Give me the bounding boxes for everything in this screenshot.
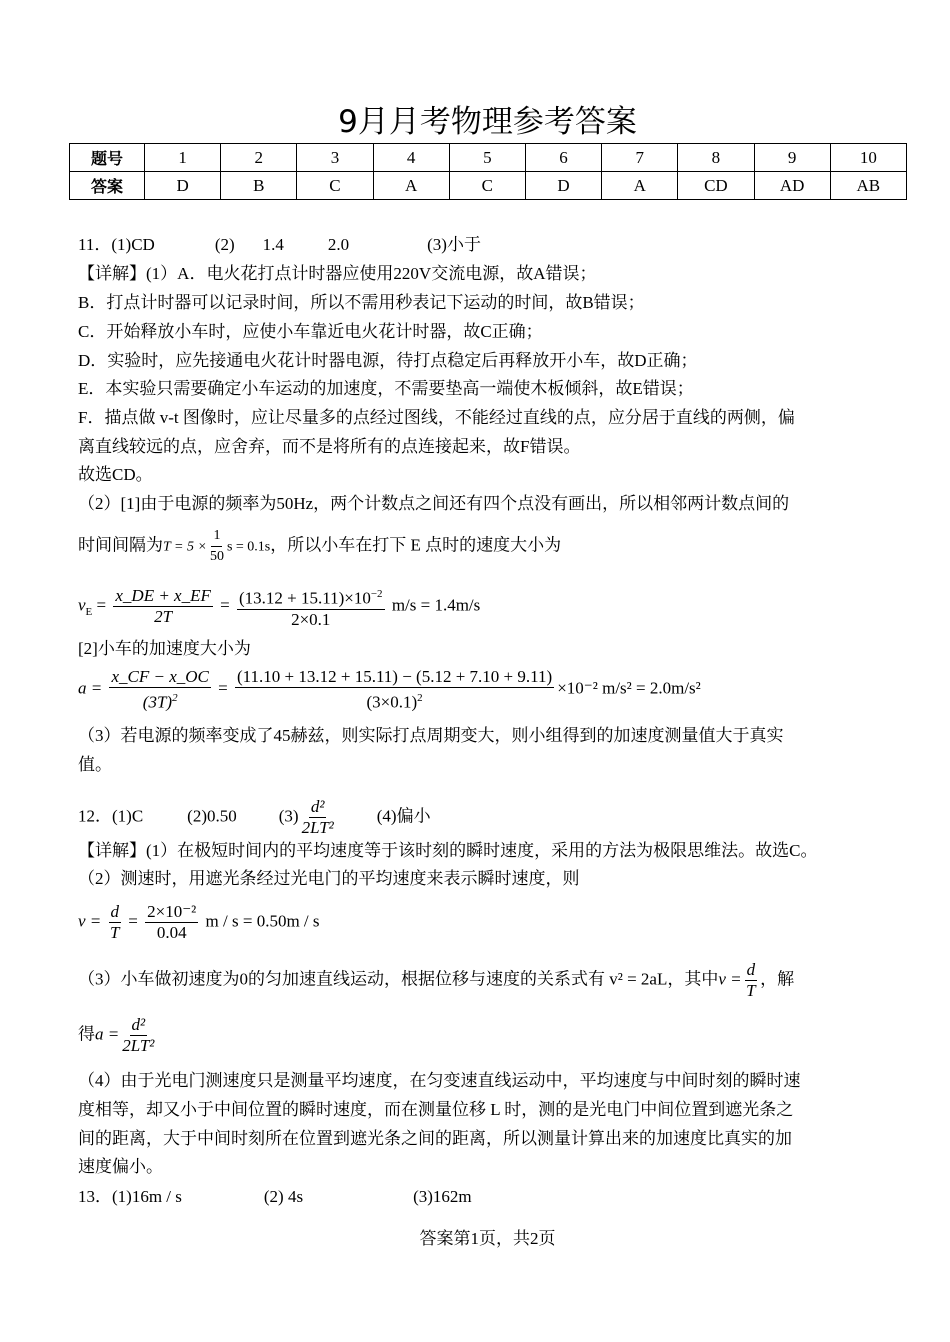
velocity-formula: $v_E$ = $\frac{x\_DE + x\_EF}{2T}$ = $\frac{(13.12 + 15.11)\times 10^{-2}}{2\times 0.1}$ m/s = 1.4m/s [78,584,480,630]
text-line: （4）由于光电门测速度只是测量平均速度，在匀变速直线运动中，平均速度与中间时刻的瞬时速 [78,1071,801,1090]
denominator: $(3T)^2$ [142,692,178,712]
text: (2) 4s [263,1187,304,1206]
text-line: （2）测速时，用遮光条经过光电门的平均速度来表示瞬时速度，则 [78,869,580,888]
text: (2) [214,235,235,254]
fraction [235,667,554,713]
text: m / s = 0.50m / s [205,911,320,931]
table-cell: 3 [297,144,373,172]
text: 2.0 [327,235,350,254]
denominator: T [110,923,120,942]
numerator: 1 [211,526,222,547]
text: (3) [278,806,299,826]
fraction [210,526,224,567]
numerator: (11.10 + 13.12 + 15.11) − (5.12 + 7.10 + 9.11) [236,667,553,686]
fraction [109,667,210,713]
table-cell: 8 [678,144,754,172]
text: m/s = 1.4m/s [391,595,481,615]
text-line: B．打点计时器可以记录时间，所以不需用秒表记下运动的时间，故B错误； [78,293,645,312]
text: (3T) [142,692,173,712]
table-header-cell: 题号 [70,144,145,172]
text: v = [718,969,742,989]
table-cell: 2 [221,144,297,172]
numerator: d [110,902,120,921]
text-line: 间的距离，大于中间时刻所在位置到遮光条之间的距离，所以测量计算出来的加速度比真实的加 [78,1129,792,1148]
text: (3)小于 [427,235,481,254]
period-formula-line [78,526,561,567]
text: (3)162m [413,1187,472,1206]
numerator: d [746,960,756,979]
fraction [745,960,758,1001]
table-cell: 6 [525,144,601,172]
text-line [78,960,794,1001]
fraction [302,797,334,838]
table-cell: 10 [830,144,906,172]
numerator: d² [131,1015,146,1034]
fraction [237,584,385,630]
text-line: （2）[1]由于电源的频率为50Hz，两个计数点之间还有四个点没有画出，所以相邻两计数点间的 [78,494,790,513]
numerator [237,584,385,610]
table-cell: A [373,172,449,200]
velocity-formula: v = $\frac{d}{T}$ = $\frac{\text{2×10⁻²}}{0.04}$ m / s = 0.50m / s [78,902,320,942]
table-cell: B [221,172,297,200]
numerator: d² [310,797,325,816]
text-line: 值。 [78,755,112,774]
table-cell: C [449,172,525,200]
text-line: [2]小车的加速度大小为 [78,639,251,658]
table-cell: 5 [449,144,525,172]
text: (13.12 + 15.11)×10 [238,588,371,608]
text-line [78,1015,157,1056]
fraction [113,586,213,627]
answer-table [69,143,907,200]
table-cell: C [297,172,373,200]
fraction [109,902,122,943]
acceleration-formula: a = $\frac{x\_CF - x\_OC}{(3T)^2}$ = $\frac{(11.10 + 13.12 + 15.11) - (5.12 + 7.10 + 9.11)}{(3\times 0.1)^2}$ ×10⁻² m/s² = 2.0m/s² [78,667,701,712]
text: (4)偏小 [376,806,431,826]
text-line: 故选CD。 [78,465,153,484]
table-cell: A [602,172,678,200]
text: a = [78,678,103,698]
q12-answer-line [78,797,431,838]
text: ，解 [760,969,795,989]
page-title: 9月月考物理参考答案 [338,104,637,140]
denominator: 2T [154,607,173,627]
table-header-cell: 答案 [70,172,145,200]
denominator: 50 [209,549,224,564]
q11-answer-line [78,234,481,256]
denominator: 2LT² [301,818,334,837]
text-line: C．开始释放小车时，应使小车靠近电火花计时器，故C正确； [78,322,543,341]
text: E [85,606,93,619]
text-line: 【详解】(1）在极短时间内的平均速度等于该时刻的瞬时速度，采用的方法为极限思维法。故选C。 [78,841,818,860]
table-row [70,144,907,172]
table-row [70,172,907,200]
text-line: E．本实验只需要确定小车运动的加速度，不需要垫高一端使木板倾斜，故E错误； [78,379,694,398]
text: 得 [78,1024,95,1044]
numerator: x_CF − x_OC [111,667,209,686]
text-line: （3）若电源的频率变成了45赫兹，则实际打点周期变大，则小组得到的加速度测量值大于真实 [78,726,784,745]
text: v = [78,911,102,931]
table-cell: AD [754,172,830,200]
text: v [78,595,86,615]
text: 11．(1)CD [78,235,155,254]
text: 12．(1)C [78,806,144,826]
denominator: T [746,981,756,1000]
text-line: 速度偏小。 [78,1157,163,1176]
table-cell: AB [830,172,906,200]
text-line: 度相等，却又小于中间位置的瞬时速度，而在测量位移 L 时，测的是光电门中间位置到遮光条之 [78,1100,794,1119]
text-line: D．实验时，应先接通电火花计时器电源，待打点稳定后再释放开小车，故D正确； [78,351,698,370]
text-line: F．描点做 v-t 图像时，应让尽量多的点经过图线，不能经过直线的点，应分居于直线的两侧，偏 [78,408,795,427]
denominator: 2LT² [122,1036,155,1055]
text-line: 【详解】(1）A．电火花打点计时器应使用220V交流电源，故A错误； [78,264,597,283]
text: a = [95,1024,120,1044]
text: ×10⁻² m/s² = 2.0m/s² [557,678,701,698]
denominator: 2×0.1 [291,609,331,629]
table-cell: D [145,172,221,200]
page-footer: 答案第1页，共2页 [419,1229,556,1248]
text: 1.4 [262,235,284,254]
text: 13．(1)16m / s [78,1187,182,1206]
table-cell: D [525,172,601,200]
table-cell: 1 [145,144,221,172]
table-cell: 7 [602,144,678,172]
text: （3）小车做初速度为0的匀加速直线运动，根据位移与速度的关系式有 v² = 2aL，其中 [78,969,719,989]
q13-answer-line [78,1186,472,1208]
text: 时间间隔为 [78,535,163,555]
text: −2 [370,588,383,600]
denominator: 0.04 [156,923,187,942]
numerator: 2×10⁻² [147,902,197,921]
fraction [122,1015,154,1056]
text: (3×0.1) [366,692,418,712]
table-cell: CD [678,172,754,200]
table-cell: 9 [754,144,830,172]
table-cell: 4 [373,144,449,172]
fraction [145,902,198,943]
text: (2)0.50 [187,806,237,826]
text: T = 5 × [163,539,207,555]
text: ，所以小车在打下 E 点时的速度大小为 [270,535,562,555]
text: s = 0.1s [226,539,271,555]
numerator: x_DE + x_EF [115,586,211,606]
denominator: $(3\times 0.1)^2$ [366,692,423,712]
text-line: 离直线较远的点，应舍弃，而不是将所有的点连接起来，故F错误。 [78,437,581,456]
